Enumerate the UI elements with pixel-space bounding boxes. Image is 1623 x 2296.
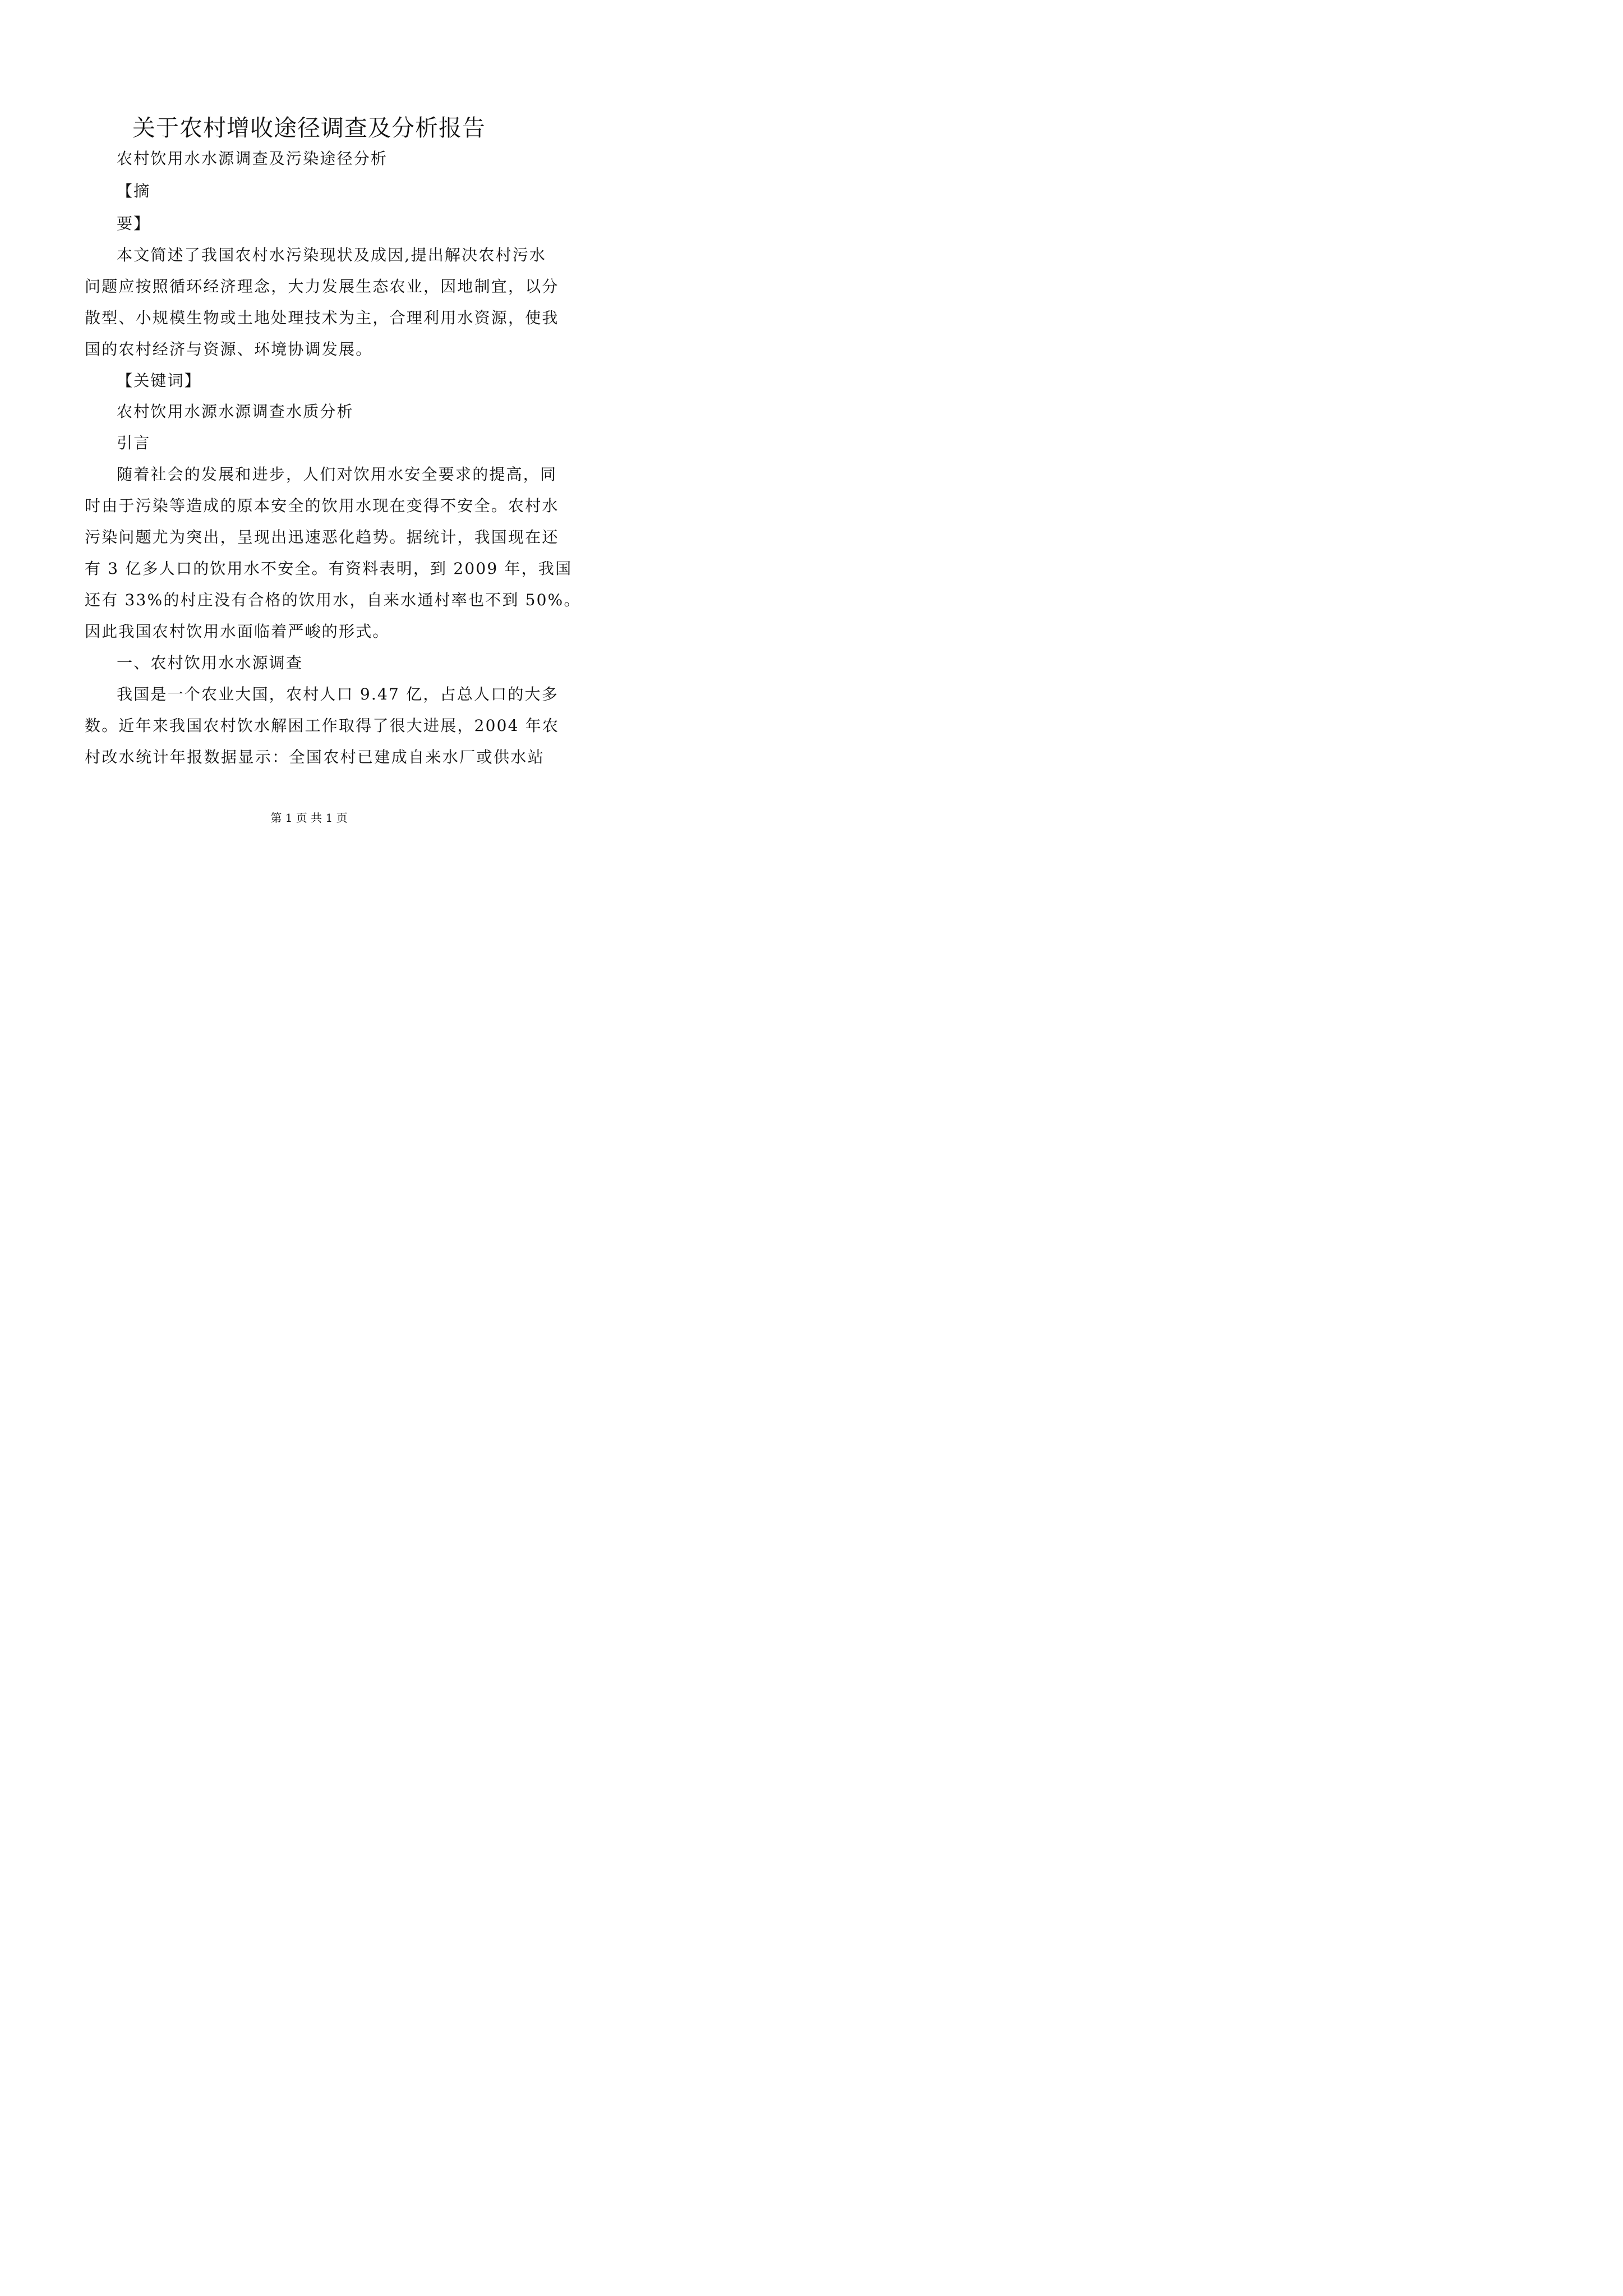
intro-line: 污染问题尤为突出，呈现出迅速恶化趋势。据统计，我国现在还	[85, 528, 559, 546]
document-page	[0, 0, 618, 875]
abstract-heading-part1: 【摘	[117, 182, 151, 200]
keywords-heading: 【关键词】	[117, 371, 202, 390]
keywords-text: 农村饮用水源水源调查水质分析	[117, 402, 354, 421]
abstract-line: 散型、小规模生物或土地处理技术为主，合理利用水资源，使我	[85, 309, 559, 327]
section1-line: 数。近年来我国农村饮水解困工作取得了很大进展，2004 年农	[85, 716, 560, 735]
page-number-footer: 第 1 页 共 1 页	[270, 811, 348, 825]
section1-line: 我国是一个农业大国，农村人口 9.47 亿，占总人口的大多	[117, 685, 559, 703]
abstract-line: 国的农村经济与资源、环境协调发展。	[85, 340, 373, 358]
intro-line: 随着社会的发展和进步，人们对饮用水安全要求的提高，同	[117, 465, 557, 484]
abstract-line: 问题应按照循环经济理念，大力发展生态农业，因地制宜，以分	[85, 277, 559, 296]
intro-heading: 引言	[117, 434, 151, 452]
section1-heading: 一、农村饮用水水源调查	[117, 654, 303, 672]
document-subtitle: 农村饮用水水源调查及污染途径分析	[117, 149, 388, 168]
section1-line: 村改水统计年报数据显示：全国农村已建成自来水厂或供水站	[85, 748, 545, 766]
intro-line: 时由于污染等造成的原本安全的饮用水现在变得不安全。农村水	[85, 496, 559, 515]
abstract-heading-part2: 要】	[117, 214, 151, 233]
abstract-line: 本文简述了我国农村水污染现状及成因,提出解决农村污水	[117, 246, 547, 264]
intro-line: 因此我国农村饮用水面临着严峻的形式。	[85, 622, 390, 641]
document-title: 关于农村增收途径调查及分析报告	[132, 114, 486, 141]
intro-line: 有 3 亿多人口的饮用水不安全。有资料表明，到 2009 年，我国	[85, 559, 573, 578]
intro-line: 还有 33%的村庄没有合格的饮用水，自来水通村率也不到 50%。	[85, 591, 581, 609]
